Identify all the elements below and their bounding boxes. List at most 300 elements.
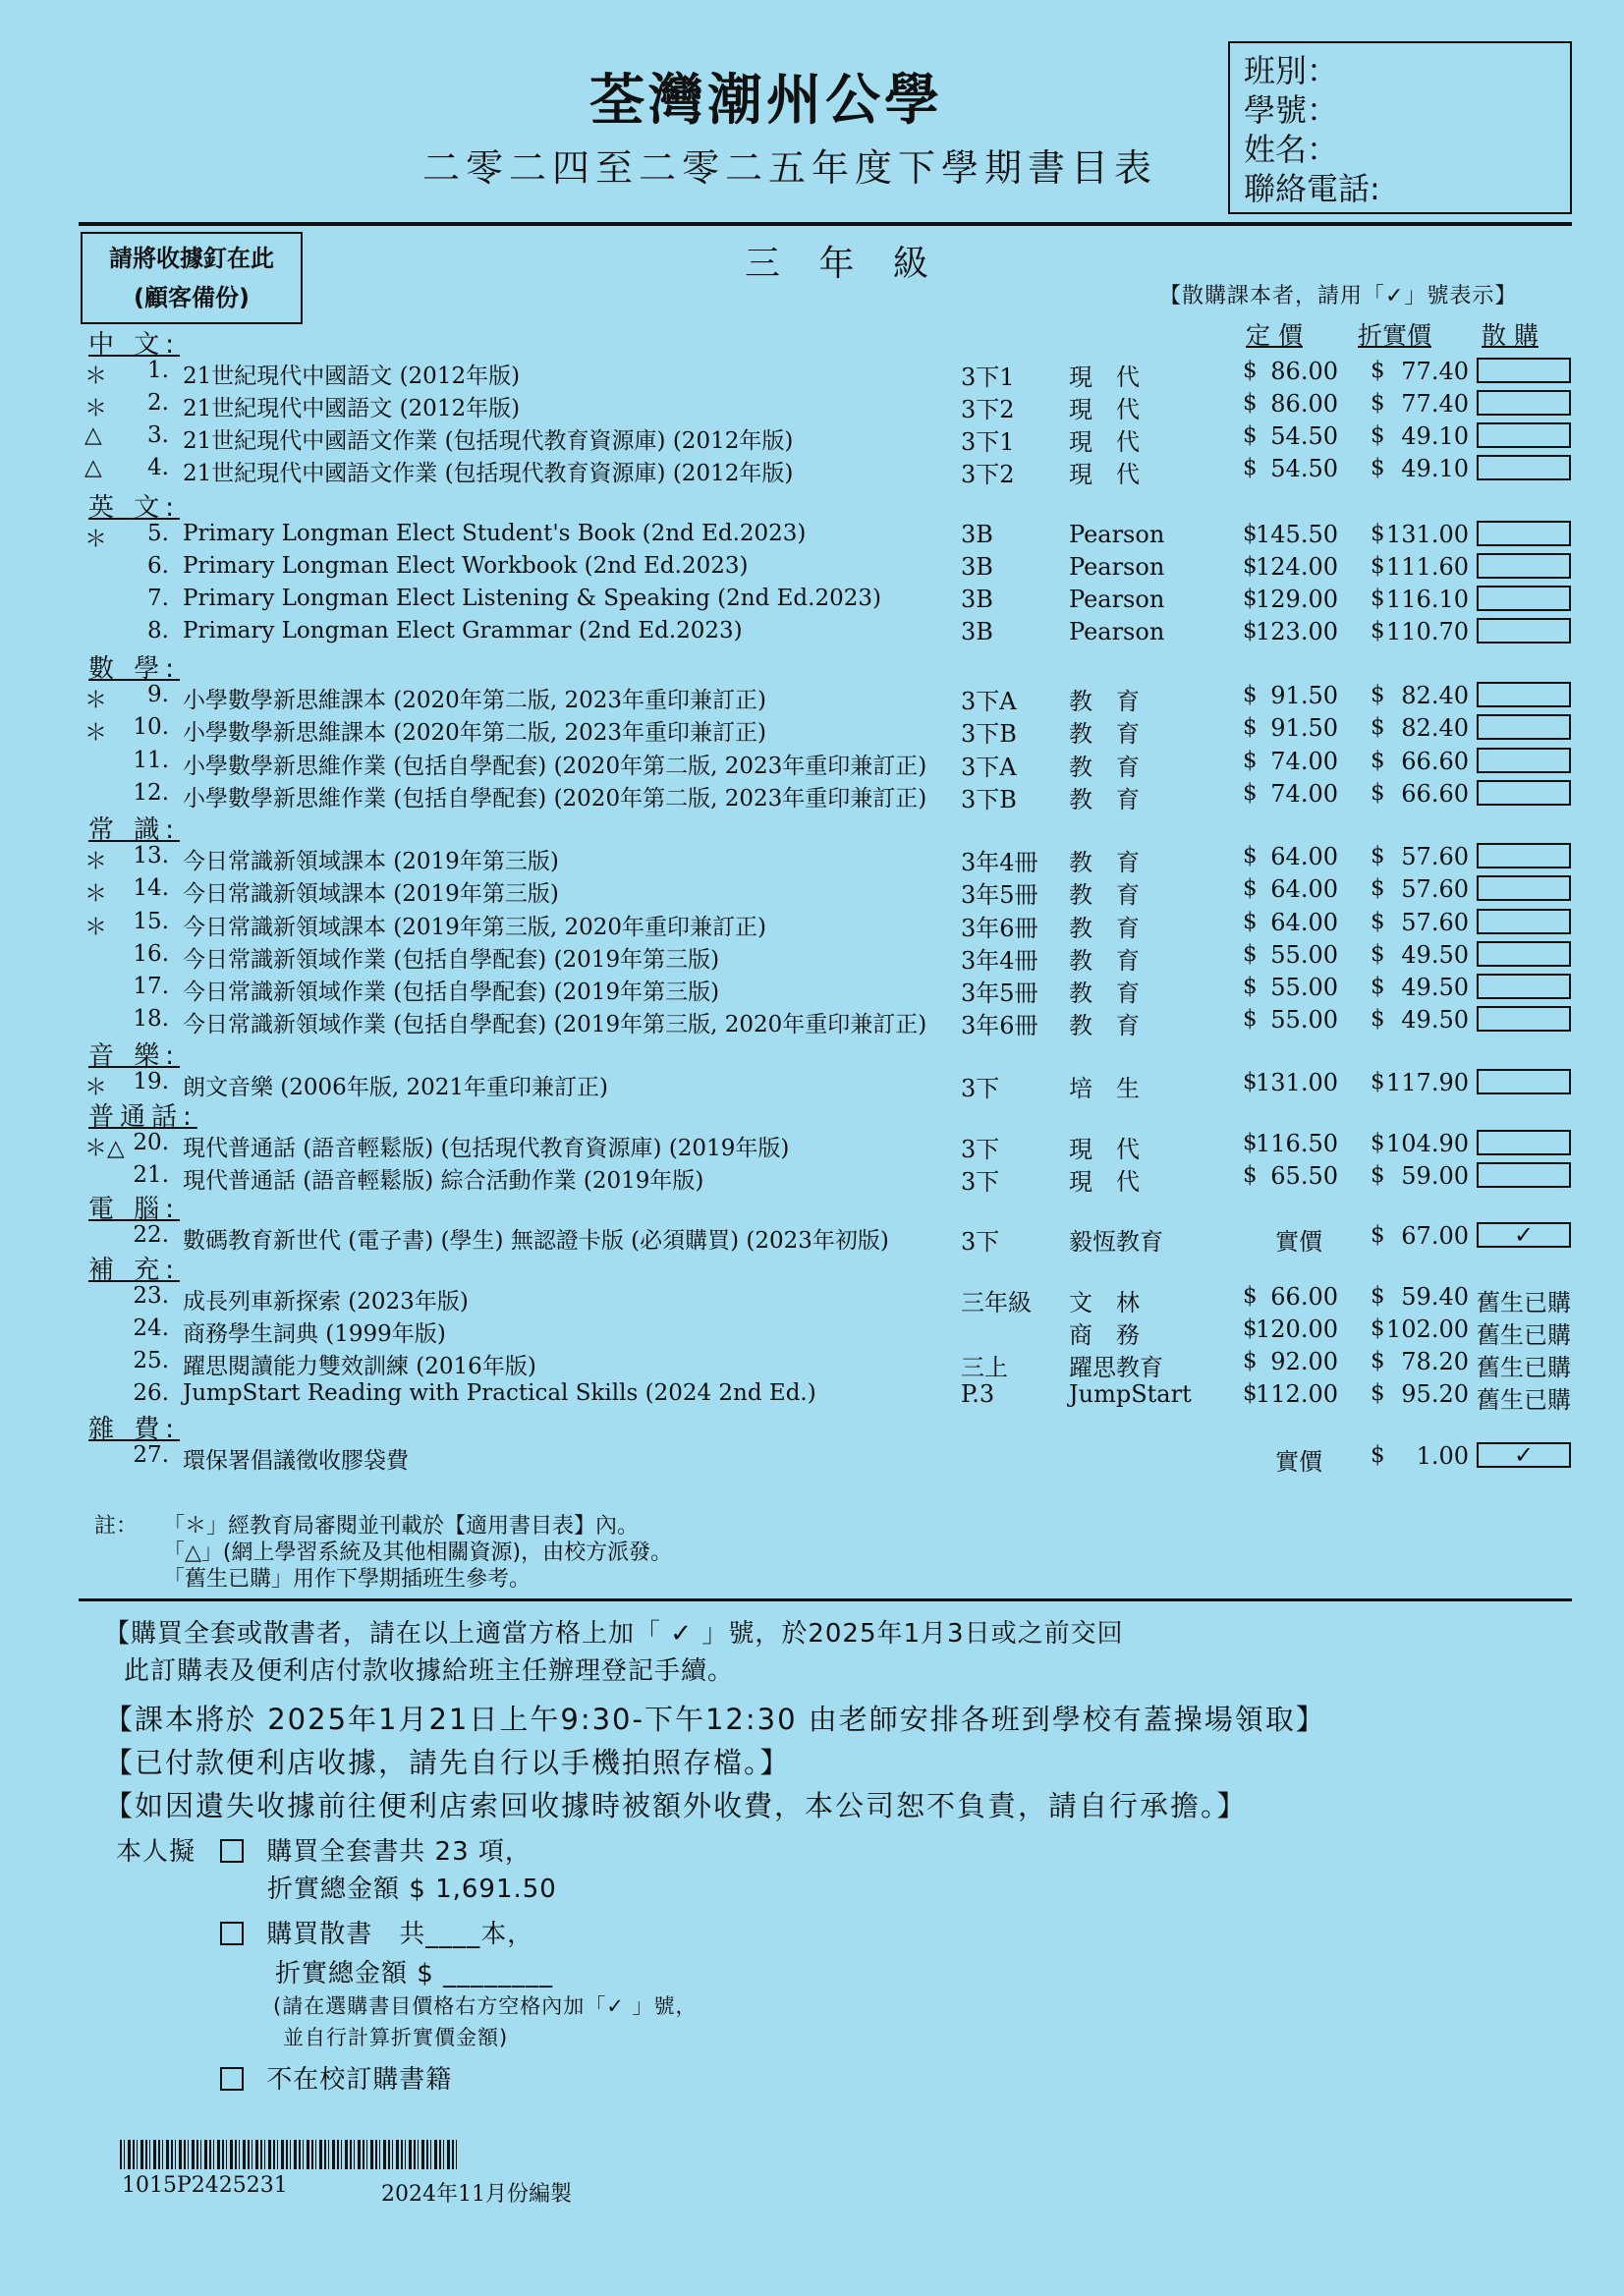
subject-english: 英 文: — [88, 493, 181, 523]
book-grade: 3下A — [961, 688, 1017, 715]
book-publisher: 現 代 — [1069, 1136, 1140, 1163]
book-number: 6. — [147, 553, 169, 579]
book-discount-price: 66.60 — [1401, 780, 1469, 808]
full-set-total: 折實總金額 $ 1,691.50 — [267, 1875, 557, 1904]
book-title: 小學數學新思維作業 (包括自學配套) (2020年第二版, 2023年重印兼訂正) — [183, 754, 927, 779]
discount-currency: $ — [1371, 586, 1385, 611]
price-currency: $ — [1243, 1162, 1258, 1188]
column-header-discount: 折實價 — [1358, 321, 1432, 350]
book-grade: 3下1 — [961, 364, 1015, 391]
book-publisher: 教 育 — [1069, 754, 1140, 781]
book-title: 今日常識新領域課本 (2019年第三版) — [183, 849, 559, 874]
book-price: 66.00 — [1270, 1283, 1338, 1311]
price-currency: $ — [1243, 748, 1258, 773]
name-label: 姓名： — [1244, 131, 1339, 168]
book-grade: 3下B — [961, 720, 1017, 748]
discount-currency: $ — [1371, 843, 1385, 868]
discount-currency: $ — [1371, 1069, 1385, 1094]
book-row — [0, 390, 1624, 423]
price-currency: $ — [1243, 843, 1258, 868]
book-row — [0, 1162, 1624, 1196]
option-loose-books[interactable] — [220, 1914, 533, 1950]
book-number: 5. — [147, 521, 169, 546]
student-number-label: 學號： — [1244, 91, 1339, 129]
book-row — [0, 748, 1624, 781]
book-title: Primary Longman Elect Student's Book (2nd Ed.2023) — [183, 521, 807, 546]
book-grade: 3下 — [961, 1136, 1000, 1163]
book-discount-price: 1.00 — [1416, 1442, 1469, 1470]
section-divider — [79, 1598, 1572, 1601]
book-price: 55.00 — [1270, 974, 1338, 1001]
purchase-checkbox[interactable]: ✓ — [1477, 1222, 1571, 1248]
book-discount-price: 49.50 — [1401, 974, 1469, 1001]
book-publisher: 商 務 — [1069, 1321, 1140, 1349]
old-student-note: 舊生已購 — [1477, 1386, 1571, 1414]
book-number: 9. — [147, 682, 169, 707]
subject-music: 音 樂: — [88, 1041, 181, 1071]
book-discount-price: 59.40 — [1401, 1283, 1469, 1311]
book-discount-price: 57.60 — [1401, 909, 1469, 936]
book-price: 145.50 — [1256, 521, 1338, 548]
book-discount-price: 111.60 — [1386, 553, 1469, 581]
book-number: 13. — [133, 843, 169, 868]
book-grade: 3下 — [961, 1228, 1000, 1256]
book-discount-price: 49.10 — [1401, 455, 1469, 482]
subject-chinese: 中 文: — [88, 330, 181, 360]
book-mark: ＊ — [84, 915, 107, 940]
book-discount-price: 59.00 — [1401, 1162, 1469, 1190]
book-row — [0, 1380, 1624, 1414]
not-ordering-checkbox[interactable] — [220, 2067, 244, 2091]
price-currency: $ — [1243, 974, 1258, 999]
book-publisher: 培 生 — [1069, 1075, 1140, 1102]
price-currency: $ — [1243, 941, 1258, 967]
discount-currency: $ — [1371, 875, 1385, 901]
purchase-checkbox[interactable] — [1477, 1069, 1571, 1094]
book-discount-price: 49.10 — [1401, 422, 1469, 450]
subject-miscellaneous: 雜 費: — [88, 1415, 181, 1444]
book-title: 數碼教育新世代 (電子書) (學生) 無認證卡版 (必須購買) (2023年初版) — [183, 1228, 889, 1254]
book-discount-price: 116.10 — [1386, 586, 1469, 613]
discount-currency: $ — [1371, 358, 1385, 383]
book-mark: ＊ — [84, 720, 107, 746]
book-number: 4. — [147, 455, 169, 480]
book-row — [0, 1222, 1624, 1256]
book-row — [0, 875, 1624, 909]
book-mark: △ — [84, 422, 102, 448]
book-number: 26. — [133, 1380, 169, 1406]
subject-supplementary: 補 充: — [88, 1256, 181, 1285]
book-publisher: Pearson — [1069, 553, 1165, 581]
receipt-attach-box — [81, 232, 303, 324]
book-price: 54.50 — [1270, 455, 1338, 482]
book-price: 123.00 — [1256, 618, 1338, 645]
note-old-students: 「舊生已購」用作下學期插班生參考。 — [163, 1567, 532, 1592]
book-number: 17. — [133, 974, 169, 999]
book-publisher: 現 代 — [1069, 364, 1140, 391]
book-title: 今日常識新領域課本 (2019年第三版, 2020年重印兼訂正) — [183, 915, 766, 940]
book-grade: 3B — [961, 586, 993, 613]
book-discount-price: 131.00 — [1386, 521, 1469, 548]
price-currency: $ — [1243, 682, 1258, 707]
purchase-checkbox[interactable] — [1477, 1162, 1571, 1188]
book-publisher: 教 育 — [1069, 980, 1140, 1007]
book-publisher: 現 代 — [1069, 428, 1140, 456]
book-price: 91.50 — [1270, 714, 1338, 742]
book-number: 22. — [133, 1222, 169, 1248]
book-number: 24. — [133, 1316, 169, 1341]
purchase-checkbox[interactable] — [1477, 1130, 1571, 1155]
purchase-checkbox[interactable] — [1477, 843, 1571, 868]
price-currency: $ — [1243, 1006, 1258, 1032]
book-number: 19. — [133, 1069, 169, 1094]
book-title: 21世紀現代中國語文 (2012年版) — [183, 364, 521, 389]
book-mark: ＊△ — [84, 1136, 125, 1161]
purchase-checkbox[interactable] — [1477, 682, 1571, 707]
price-currency: $ — [1243, 875, 1258, 901]
book-publisher: Pearson — [1069, 618, 1165, 645]
book-mark: ＊ — [84, 396, 107, 421]
price-currency: $ — [1243, 1283, 1258, 1309]
purchase-checkbox[interactable]: ✓ — [1477, 1442, 1571, 1468]
book-discount-price: 117.90 — [1386, 1069, 1469, 1096]
book-title: 今日常識新領域課本 (2019年第三版) — [183, 881, 559, 907]
price-currency: $ — [1243, 909, 1258, 934]
book-row — [0, 553, 1624, 587]
book-publisher: JumpStart — [1069, 1380, 1192, 1408]
book-row — [0, 780, 1624, 813]
book-mark: ＊ — [84, 881, 107, 907]
book-grade: 3下2 — [961, 396, 1015, 423]
discount-currency: $ — [1371, 1006, 1385, 1032]
book-title: 小學數學新思維課本 (2020年第二版, 2023年重印兼訂正) — [183, 720, 766, 746]
loose-books-checkbox[interactable] — [220, 1922, 244, 1945]
book-grade: 3下1 — [961, 428, 1015, 456]
book-grade: 3下A — [961, 754, 1017, 781]
book-grade: 3B — [961, 553, 993, 581]
book-number: 11. — [133, 748, 169, 773]
purchase-checkbox[interactable] — [1477, 358, 1571, 383]
book-title: 躍思閱讀能力雙效訓練 (2016年版) — [183, 1354, 536, 1379]
discount-currency: $ — [1371, 714, 1385, 740]
book-discount-price: 82.40 — [1401, 714, 1469, 742]
book-price: 55.00 — [1270, 941, 1338, 969]
book-discount-price: 67.00 — [1401, 1222, 1469, 1250]
column-header-price: 定 價 — [1246, 321, 1303, 350]
old-student-note: 舊生已購 — [1477, 1289, 1571, 1316]
price-currency: $ — [1243, 521, 1258, 546]
book-publisher: 教 育 — [1069, 1012, 1140, 1039]
discount-currency: $ — [1371, 1442, 1385, 1468]
book-publisher: 躍思教育 — [1069, 1354, 1163, 1381]
discount-currency: $ — [1371, 974, 1385, 999]
option-not-ordering[interactable] — [220, 2059, 452, 2096]
not-ordering-label: 不在校訂購書籍 — [266, 2065, 453, 2095]
book-mark: ＊ — [84, 849, 107, 874]
book-mark: ＊ — [84, 364, 107, 389]
book-title: Primary Longman Elect Grammar (2nd Ed.2023) — [183, 618, 743, 644]
book-title: Primary Longman Elect Listening & Speaking (2nd Ed.2023) — [183, 586, 881, 611]
discount-currency: $ — [1371, 390, 1385, 416]
book-number: 20. — [133, 1130, 169, 1155]
purchase-checkbox[interactable] — [1477, 1006, 1571, 1032]
book-row — [0, 1006, 1624, 1039]
book-price: 74.00 — [1270, 748, 1338, 775]
discount-currency: $ — [1371, 521, 1385, 546]
book-price: 54.50 — [1270, 422, 1338, 450]
old-student-note: 舊生已購 — [1477, 1321, 1571, 1349]
book-publisher: 教 育 — [1069, 720, 1140, 748]
discount-currency: $ — [1371, 941, 1385, 967]
document-subtitle: 二零二四至二零二五年度下學期書目表 — [422, 146, 1158, 190]
purchase-checkbox[interactable] — [1477, 390, 1571, 416]
price-currency: $ — [1243, 1130, 1258, 1155]
book-grade: 3年4冊 — [961, 947, 1038, 975]
book-title: 21世紀現代中國語文作業 (包括現代教育資源庫) (2012年版) — [183, 461, 794, 486]
book-price: 55.00 — [1270, 1006, 1338, 1034]
book-number: 27. — [133, 1442, 169, 1468]
form-code: 1015P2425231 — [122, 2173, 288, 2198]
price-currency: $ — [1243, 455, 1258, 480]
purchase-checkbox[interactable] — [1477, 748, 1571, 773]
book-number: 21. — [133, 1162, 169, 1188]
book-publisher: 教 育 — [1069, 947, 1140, 975]
discount-currency: $ — [1371, 553, 1385, 579]
book-discount-price: 66.60 — [1401, 748, 1469, 775]
loose-hint-2: 並自行計算折實價金額) — [283, 2026, 509, 2049]
purchase-checkbox[interactable] — [1477, 714, 1571, 740]
book-row — [0, 1348, 1624, 1381]
book-row — [0, 1283, 1624, 1316]
book-number: 12. — [133, 780, 169, 806]
book-row — [0, 521, 1624, 554]
book-discount-price: 77.40 — [1401, 358, 1469, 385]
discount-currency: $ — [1371, 1283, 1385, 1309]
book-number: 25. — [133, 1348, 169, 1373]
book-row — [0, 422, 1624, 456]
lost-receipt-notice: 【如因遺失收據前往便利店索回收據時被額外收費，本公司恕不負責，請自行承擔。】 — [104, 1789, 1248, 1822]
book-discount-price: 57.60 — [1401, 875, 1469, 903]
purchase-checkbox[interactable] — [1477, 455, 1571, 480]
book-number: 8. — [147, 618, 169, 644]
instruction-line-1: 【購買全套或散書者，請在以上適當方格上加「 ✓ 」號，於2025年1月3日或之前交回 — [104, 1619, 1124, 1649]
book-row — [0, 714, 1624, 748]
purchase-checkbox[interactable] — [1477, 618, 1571, 644]
discount-currency: $ — [1371, 618, 1385, 644]
book-publisher: 教 育 — [1069, 915, 1140, 942]
loose-purchase-note: 【散購課本者，請用「✓」號表示】 — [1159, 284, 1518, 308]
book-mark: ＊ — [84, 688, 107, 713]
book-price: 65.50 — [1270, 1162, 1338, 1190]
option-full-set[interactable] — [220, 1831, 532, 1868]
purchase-checkbox[interactable] — [1477, 586, 1571, 611]
book-grade: 3B — [961, 618, 993, 645]
book-title: Primary Longman Elect Workbook (2nd Ed.2023) — [183, 553, 749, 579]
book-title: 今日常識新領域作業 (包括自學配套) (2019年第三版) — [183, 947, 720, 973]
book-number: 7. — [147, 586, 169, 611]
book-grade: 3年5冊 — [961, 881, 1038, 909]
collection-notice: 【課本將於 2025年1月21日上午9:30-下午12:30 由老師安排各班到學校有蓋操場領取】 — [104, 1703, 1326, 1736]
instruction-line-2: 此訂購表及便利店付款收據給班主任辦理登記手續。 — [124, 1656, 735, 1686]
barcode — [120, 2140, 458, 2169]
receipt-photo-notice: 【已付款便利店收據，請先自行以手機拍照存檔。】 — [104, 1746, 791, 1779]
book-discount-price: 77.40 — [1401, 390, 1469, 418]
discount-currency: $ — [1371, 1348, 1385, 1373]
price-currency: $ — [1243, 1316, 1258, 1341]
book-discount-price: 104.90 — [1386, 1130, 1469, 1157]
book-price: 86.00 — [1270, 358, 1338, 385]
book-title: 商務學生詞典 (1999年版) — [183, 1321, 446, 1347]
book-publisher: 現 代 — [1069, 396, 1140, 423]
book-price: 64.00 — [1270, 909, 1338, 936]
class-label: 班別： — [1244, 52, 1339, 89]
book-price: 120.00 — [1256, 1316, 1338, 1343]
book-discount-price: 82.40 — [1401, 682, 1469, 709]
purchase-checkbox[interactable] — [1477, 553, 1571, 579]
book-price: 124.00 — [1256, 553, 1338, 581]
price-currency: $ — [1243, 553, 1258, 579]
book-title: 今日常識新領域作業 (包括自學配套) (2019年第三版, 2020年重印兼訂正) — [183, 1012, 927, 1037]
price-currency: $ — [1243, 390, 1258, 416]
book-row — [0, 358, 1624, 391]
book-row — [0, 1442, 1624, 1476]
book-grade: 三年級 — [961, 1289, 1032, 1316]
book-publisher: 毅恆教育 — [1069, 1228, 1163, 1256]
book-number: 23. — [133, 1283, 169, 1309]
book-publisher: 文 林 — [1069, 1289, 1140, 1316]
discount-currency: $ — [1371, 422, 1385, 448]
subject-computer: 電 腦: — [88, 1195, 181, 1224]
book-grade: 3下B — [961, 786, 1017, 813]
book-title: 21世紀現代中國語文 (2012年版) — [183, 396, 521, 421]
book-row — [0, 1069, 1624, 1102]
price-currency: $ — [1243, 780, 1258, 806]
old-student-note: 舊生已購 — [1477, 1354, 1571, 1381]
school-name: 荃灣潮州公學 — [589, 69, 943, 133]
purchase-checkbox[interactable] — [1477, 780, 1571, 806]
full-set-label: 購買全套書共 23 項， — [266, 1837, 532, 1867]
receipt-line-1: 請將收據釘在此 — [109, 245, 274, 272]
discount-currency: $ — [1371, 1162, 1385, 1188]
purchase-checkbox[interactable] — [1477, 909, 1571, 934]
subject-math: 數 學: — [88, 654, 181, 684]
intend-label: 本人擬 — [116, 1837, 196, 1867]
book-title: 成長列車新探索 (2023年版) — [183, 1289, 469, 1315]
discount-currency: $ — [1371, 1130, 1385, 1155]
price-currency: $ — [1243, 358, 1258, 383]
discount-currency: $ — [1371, 1316, 1385, 1341]
book-grade: 3年5冊 — [961, 980, 1038, 1007]
discount-currency: $ — [1371, 780, 1385, 806]
discount-currency: $ — [1371, 455, 1385, 480]
student-info-box — [1228, 41, 1572, 214]
book-number: 14. — [133, 875, 169, 901]
discount-currency: $ — [1371, 682, 1385, 707]
book-price: 64.00 — [1270, 843, 1338, 870]
book-price: 86.00 — [1270, 390, 1338, 418]
loose-books-label: 購買散書 共____本， — [266, 1920, 534, 1949]
book-row — [0, 586, 1624, 619]
book-title: 今日常識新領域作業 (包括自學配套) (2019年第三版) — [183, 980, 720, 1005]
column-header-buy: 散 購 — [1482, 321, 1539, 350]
book-publisher: 教 育 — [1069, 688, 1140, 715]
purchase-checkbox[interactable] — [1477, 974, 1571, 999]
note-asterisk: 「＊」經教育局審閱並刊載於【適用書目表】內。 — [163, 1514, 640, 1539]
book-price: 116.50 — [1256, 1130, 1338, 1157]
book-publisher: 教 育 — [1069, 881, 1140, 909]
book-price: 112.00 — [1256, 1380, 1338, 1408]
book-number: 10. — [133, 714, 169, 740]
price-currency: $ — [1243, 714, 1258, 740]
book-title: JumpStart Reading with Practical Skills (2024 2nd Ed.) — [183, 1380, 816, 1406]
book-number: 15. — [133, 909, 169, 934]
book-row — [0, 843, 1624, 876]
receipt-line-2: (顧客備份) — [134, 284, 250, 311]
book-mark: ＊ — [84, 1075, 107, 1100]
purchase-checkbox[interactable] — [1477, 941, 1571, 967]
book-title: 小學數學新思維作業 (包括自學配套) (2020年第二版, 2023年重印兼訂正) — [183, 786, 927, 812]
book-price: 129.00 — [1256, 586, 1338, 613]
discount-currency: $ — [1371, 1222, 1385, 1248]
book-row — [0, 941, 1624, 975]
book-title: 環保署倡議徵收膠袋費 — [183, 1448, 409, 1474]
book-publisher: 現 代 — [1069, 1168, 1140, 1196]
header-divider — [79, 222, 1572, 226]
discount-currency: $ — [1371, 1380, 1385, 1406]
subject-putonghua: 普通話: — [88, 1102, 197, 1132]
book-discount-price: 102.00 — [1386, 1316, 1469, 1343]
discount-currency: $ — [1371, 909, 1385, 934]
price-currency: $ — [1243, 422, 1258, 448]
price-currency: $ — [1243, 618, 1258, 644]
book-row — [0, 974, 1624, 1007]
full-set-checkbox[interactable] — [220, 1839, 244, 1863]
loose-hint-1: (請在選購書目價格右方空格內加「✓ 」號， — [273, 1994, 698, 2018]
notes-label: 註： — [94, 1514, 139, 1539]
book-discount-price: 95.20 — [1401, 1380, 1469, 1408]
book-row — [0, 1130, 1624, 1163]
purchase-checkbox[interactable] — [1477, 875, 1571, 901]
book-price: 92.00 — [1270, 1348, 1338, 1375]
book-discount-price: 57.60 — [1401, 843, 1469, 870]
book-price: 131.00 — [1256, 1069, 1338, 1096]
book-discount-price: 49.50 — [1401, 1006, 1469, 1034]
book-grade: 3下 — [961, 1075, 1000, 1102]
purchase-checkbox[interactable] — [1477, 521, 1571, 546]
book-number: 1. — [147, 358, 169, 383]
subject-general-studies: 常 識: — [88, 815, 181, 845]
price-currency: $ — [1243, 1348, 1258, 1373]
book-publisher: 現 代 — [1069, 461, 1140, 488]
book-price: 64.00 — [1270, 875, 1338, 903]
book-publisher: Pearson — [1069, 521, 1165, 548]
book-grade: 三上 — [961, 1354, 1008, 1381]
book-grade: 3下 — [961, 1168, 1000, 1196]
book-mark: △ — [84, 455, 102, 480]
note-triangle: 「△」(網上學習系統及其他相關資源)，由校方派發。 — [163, 1540, 673, 1565]
book-grade: 3年4冊 — [961, 849, 1038, 876]
book-grade: 3B — [961, 521, 993, 548]
book-discount-price: 78.20 — [1401, 1348, 1469, 1375]
book-grade: 3下2 — [961, 461, 1015, 488]
book-row — [0, 682, 1624, 715]
book-grade: P.3 — [961, 1380, 995, 1408]
price-currency: $ — [1243, 1069, 1258, 1094]
purchase-checkbox[interactable] — [1477, 422, 1571, 448]
loose-books-total: 折實總金額 $ ________ — [275, 1959, 554, 1988]
book-number: 2. — [147, 390, 169, 416]
net-price-label: 實價 — [1275, 1448, 1322, 1476]
